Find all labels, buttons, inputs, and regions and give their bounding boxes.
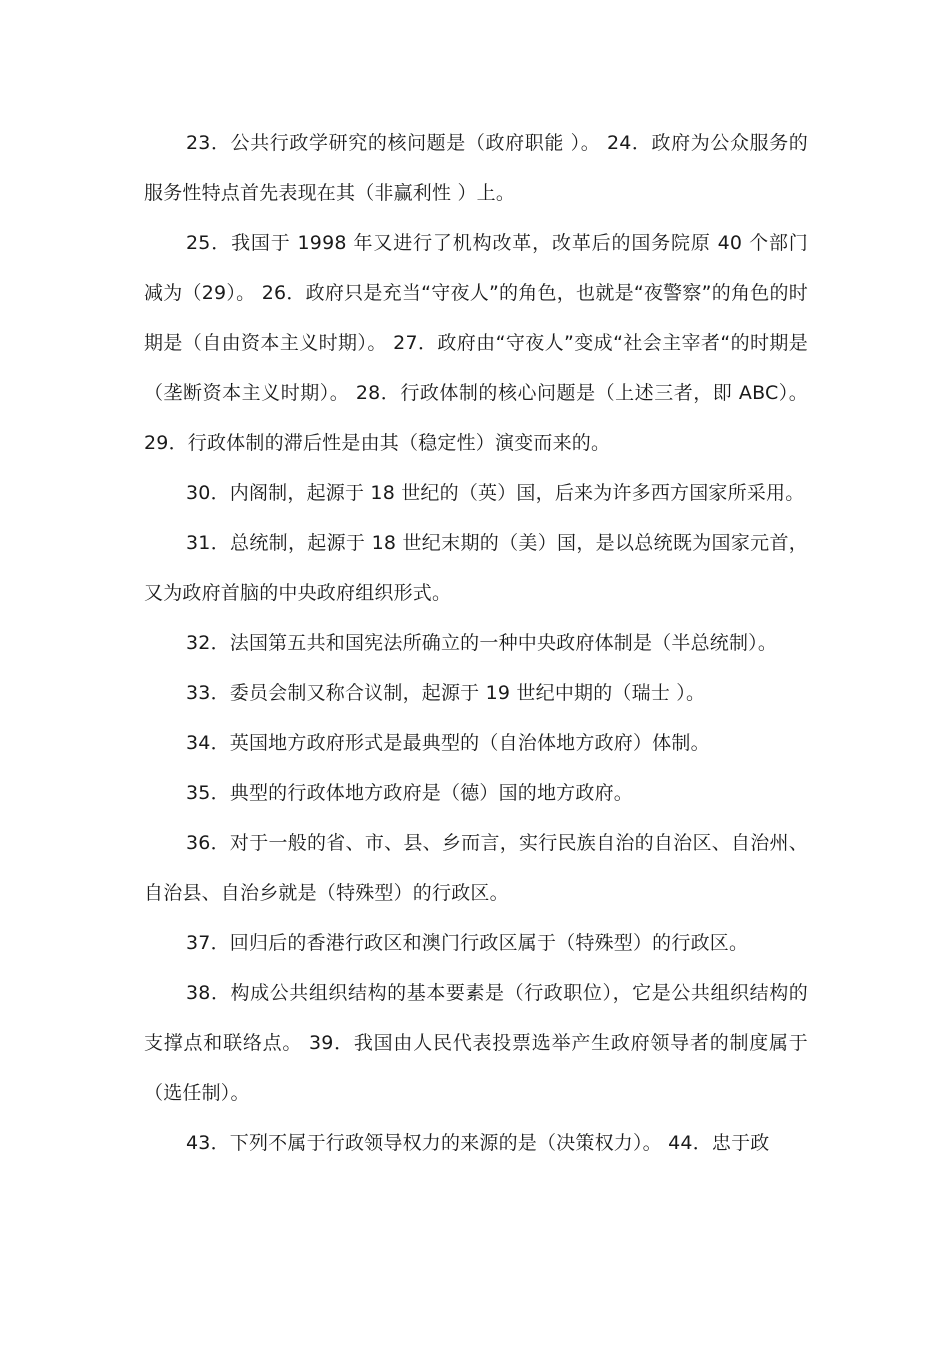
paragraph-36: 36．对于一般的省、市、县、乡而言，实行民族自治的自治区、自治州、自治县、自治乡就是（特殊型）的行政区。 (144, 832, 808, 904)
paragraph-34: 34．英国地方政府形式是最典型的（自治体地方政府）体制。 (186, 732, 710, 754)
paragraph-43-44: 43．下列不属于行政领导权力的来源的是（决策权力）。 44．忠于政 (186, 1132, 770, 1154)
paragraph-33: 33．委员会制又称合议制，起源于 19 世纪中期的（瑞士 ）。 (186, 682, 706, 704)
paragraph-25-29: 25．我国于 1998 年又进行了机构改革，改革后的国务院原 40 个部门减为（29）。 26．政府只是充当“守夜人”的角色，也就是“夜警察”的角色的时期是（自由资本主义时期）。 27．政府由“守夜人”变成“社会主宰者“的时期是（垄断资本主义时期）。 28．行政体制的核心问题是（上述三者，即 ABC）。 29．行政体制的滞后性是由其（稳定性）演变而来的。 (144, 232, 808, 454)
paragraph-35: 35．典型的行政体地方政府是（德）国的地方政府。 (186, 782, 633, 804)
document-body (144, 118, 808, 1168)
paragraph-31: 31．总统制，起源于 18 世纪末期的（美）国，是以总统既为国家元首，又为政府首脑的中央政府组织形式。 (144, 532, 808, 604)
paragraph-37: 37．回归后的香港行政区和澳门行政区属于（特殊型）的行政区。 (186, 932, 749, 954)
paragraph-32: 32．法国第五共和国宪法所确立的一种中央政府体制是（半总统制）。 (186, 632, 778, 654)
paragraph-38-39: 38．构成公共组织结构的基本要素是（行政职位），它是公共组织结构的支撑点和联络点。 39．我国由人民代表投票选举产生政府领导者的制度属于（选任制）。 (144, 982, 808, 1104)
paragraph-23-24: 23．公共行政学研究的核问题是（政府职能 ）。 24．政府为公众服务的服务性特点首先表现在其（非赢利性 ）上。 (144, 132, 808, 204)
paragraph-30: 30．内阁制，起源于 18 世纪的（英）国，后来为许多西方国家所采用。 (186, 482, 805, 504)
